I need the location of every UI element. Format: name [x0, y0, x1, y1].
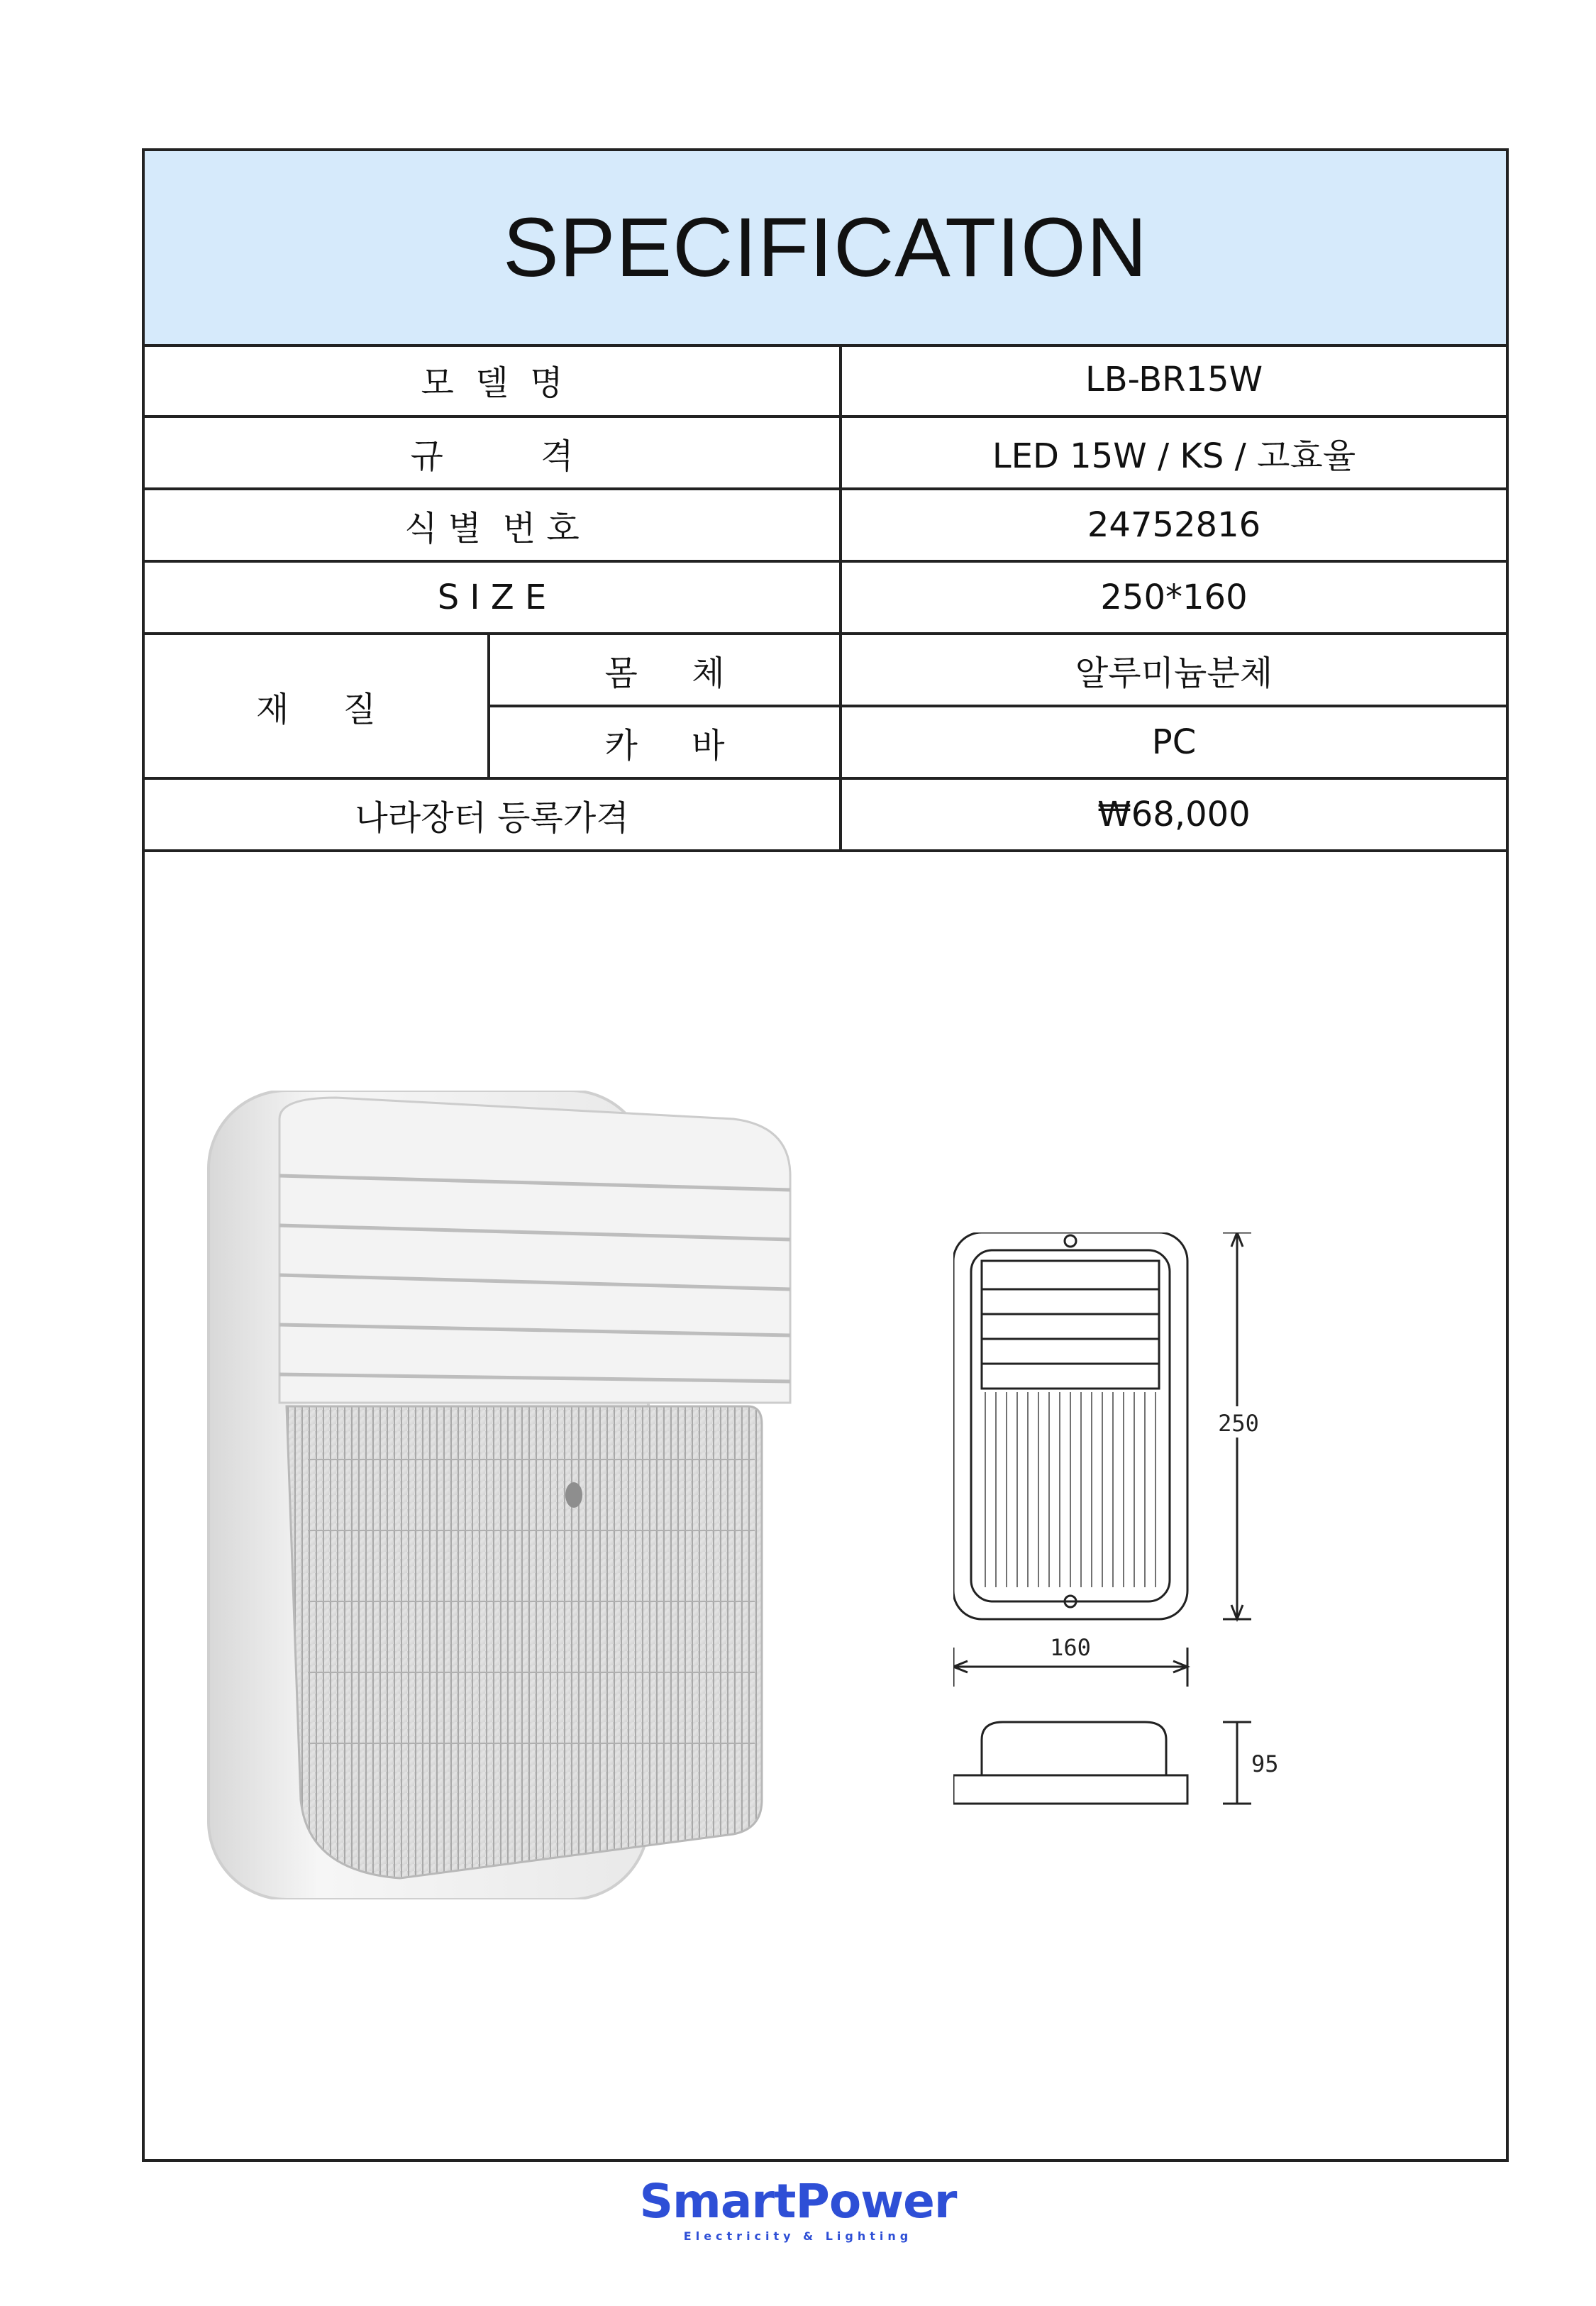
body-label: 몸 체 — [489, 634, 841, 706]
price-label: 나라장터 등록가격 — [145, 778, 841, 851]
body-value: 알루미늄분체 — [841, 634, 1506, 706]
technical-drawing — [953, 1232, 1379, 1857]
cover-value: PC — [841, 706, 1506, 778]
model-value: LB-BR15W — [841, 344, 1506, 416]
id-value: 24752816 — [841, 489, 1506, 561]
table-row-size — [145, 561, 1506, 634]
product-image-area — [145, 892, 1506, 2162]
material-label: 재 질 — [145, 634, 489, 778]
table-row-model — [145, 344, 1506, 416]
drawing-side-outline — [982, 1722, 1166, 1775]
id-label: 식 별 번 호 — [145, 489, 841, 561]
model-label: 모 델 명 — [145, 344, 841, 416]
product-photo — [194, 1091, 897, 1899]
brand-tagline: Electricity & Lighting — [683, 2229, 913, 2243]
width-label: 160 — [1050, 1634, 1091, 1661]
cover-label: 카 바 — [489, 706, 841, 778]
spec-label: 규 격 — [145, 416, 841, 489]
brand-logo — [0, 2174, 1596, 2243]
table-row-price — [145, 778, 1506, 851]
table-row-spec — [145, 416, 1506, 489]
brand-name: SmartPower — [639, 2174, 957, 2229]
table-row-body — [145, 634, 1506, 706]
page-title: SPECIFICATION — [502, 201, 1148, 294]
spec-sheet — [142, 148, 1509, 2162]
spec-value: LED 15W / KS / 고효율 — [841, 416, 1506, 489]
spec-table — [145, 344, 1506, 852]
height-label: 250 — [1218, 1410, 1259, 1437]
depth-label: 95 — [1251, 1750, 1279, 1777]
title-bar — [145, 151, 1506, 347]
size-label: S I Z E — [145, 561, 841, 634]
size-value: 250*160 — [841, 561, 1506, 634]
price-value: ₩68,000 — [841, 778, 1506, 851]
table-row-id — [145, 489, 1506, 561]
